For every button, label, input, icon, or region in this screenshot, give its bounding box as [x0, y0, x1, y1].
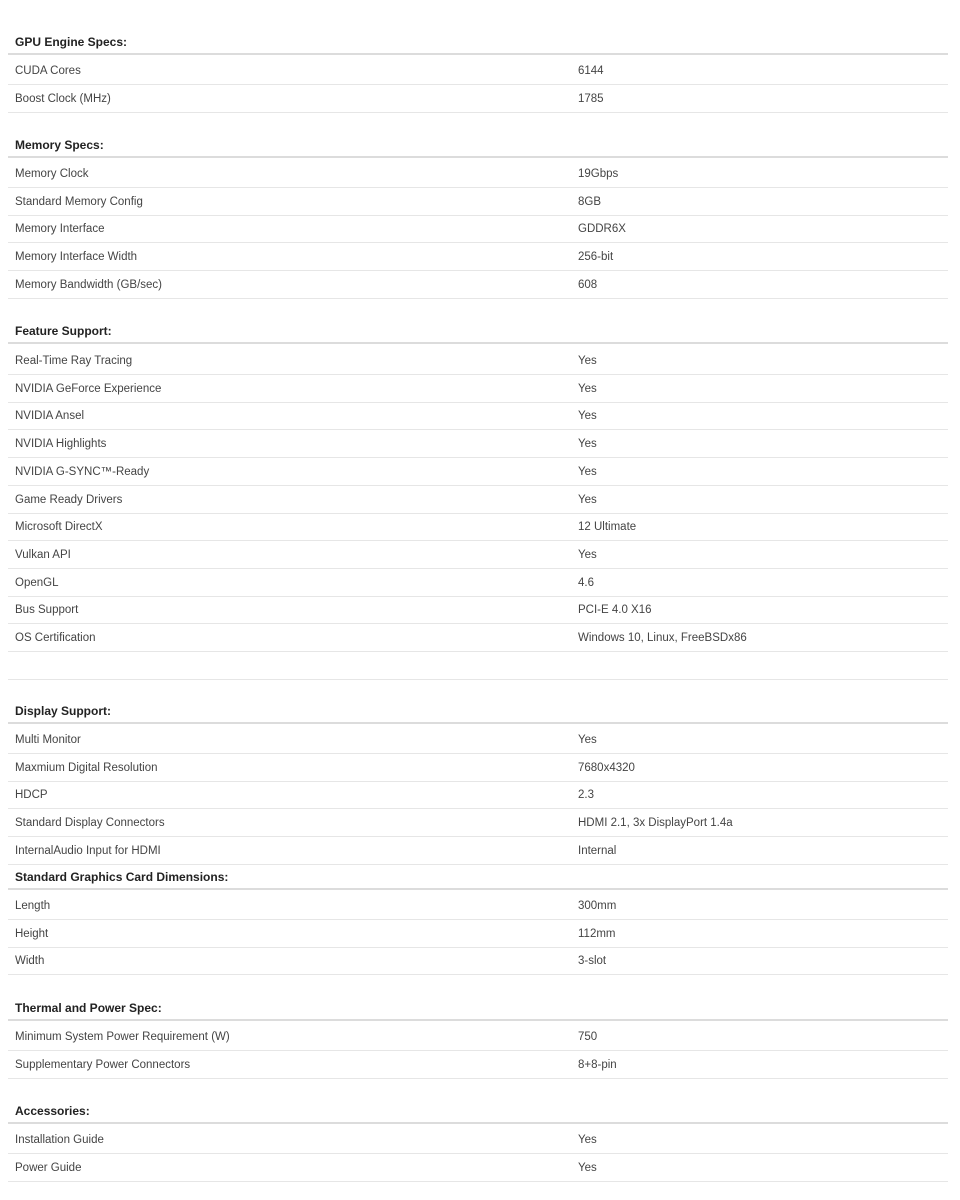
- spec-row: [8, 1126, 948, 1154]
- spec-label: OS Certification: [15, 632, 96, 644]
- section-title-feature-support: Feature Support:: [8, 318, 948, 344]
- spec-row: [8, 271, 948, 299]
- spec-row: [8, 160, 948, 188]
- spec-value: Yes: [578, 548, 597, 561]
- spec-label: Height: [15, 927, 49, 940]
- spec-row: [8, 375, 948, 403]
- spec-value: 6144: [578, 65, 604, 77]
- spec-row: [8, 624, 948, 652]
- section-title-display-support: Display Support:: [8, 698, 948, 724]
- spec-label: Memory Clock: [15, 168, 89, 180]
- spec-label: NVIDIA GeForce Experience: [15, 382, 162, 395]
- spec-value: 4.6: [578, 576, 594, 589]
- spec-value: Windows 10, Linux, FreeBSDx86: [578, 632, 747, 644]
- spec-row: [8, 569, 948, 597]
- spec-row: [8, 541, 948, 569]
- spec-row: [8, 781, 948, 809]
- spec-row: [8, 920, 948, 948]
- spec-value: 7680x4320: [578, 761, 635, 774]
- section-title-accessories: Accessories:: [8, 1098, 948, 1124]
- spec-label: Memory Interface: [15, 223, 105, 236]
- spec-row: [8, 1154, 948, 1182]
- spec-value: HDMI 2.1, 3x DisplayPort 1.4a: [578, 817, 733, 830]
- spec-value: 8+8-pin: [578, 1058, 617, 1071]
- spec-label: Power Guide: [15, 1161, 82, 1174]
- spec-label: HDCP: [15, 789, 48, 802]
- spec-row: [8, 892, 948, 920]
- spec-label: Length: [15, 900, 51, 912]
- spec-row: [8, 726, 948, 754]
- spec-value: PCI-E 4.0 X16: [578, 604, 652, 617]
- spec-value: 300mm: [578, 900, 617, 912]
- spec-value: 2.3: [578, 789, 594, 802]
- section-title-thermal-power-spec: Thermal and Power Spec:: [8, 995, 948, 1021]
- spec-value: Yes: [578, 734, 597, 746]
- spec-row: [8, 57, 948, 85]
- spec-row: [8, 809, 948, 837]
- spec-value: 750: [578, 1031, 598, 1043]
- spec-row: [8, 1051, 948, 1079]
- spec-row: [8, 596, 948, 624]
- spec-label: Bus Support: [15, 604, 79, 617]
- spec-label: Standard Memory Config: [15, 195, 143, 208]
- spec-value: 608: [578, 278, 598, 291]
- spec-value: Yes: [578, 355, 597, 367]
- spec-label: Memory Bandwidth (GB/sec): [15, 278, 162, 291]
- spec-value: 19Gbps: [578, 168, 619, 180]
- spec-value: Yes: [578, 1161, 597, 1174]
- spec-label: Maxmium Digital Resolution: [15, 761, 158, 774]
- spec-label: Standard Display Connectors: [15, 817, 165, 830]
- spec-value: GDDR6X: [578, 223, 626, 236]
- spec-value: Yes: [578, 410, 597, 423]
- spec-row: [8, 1023, 948, 1051]
- spec-value: 12 Ultimate: [578, 521, 637, 534]
- spec-value: 8GB: [578, 195, 602, 208]
- spec-row: [8, 837, 948, 865]
- spec-value: Yes: [578, 493, 597, 506]
- spec-value: 1785: [578, 92, 604, 105]
- section-title-memory-specs: Memory Specs:: [8, 132, 948, 158]
- spec-label: Supplementary Power Connectors: [15, 1058, 191, 1071]
- spec-row: [8, 402, 948, 430]
- spec-label: CUDA Cores: [15, 65, 81, 77]
- spec-label: OpenGL: [15, 576, 59, 589]
- spec-row: [8, 243, 948, 271]
- spec-value: Yes: [578, 382, 597, 395]
- spec-value: 256-bit: [578, 251, 614, 264]
- spec-label: Minimum System Power Requirement (W): [15, 1031, 230, 1043]
- spec-label: Vulkan API: [15, 548, 71, 561]
- spec-row: [8, 347, 948, 375]
- spec-row: [8, 85, 948, 113]
- spec-row: [8, 947, 948, 975]
- spec-label: NVIDIA G-SYNC™-Ready: [15, 465, 150, 478]
- spec-value: 3-slot: [578, 955, 607, 968]
- spec-label: NVIDIA Highlights: [15, 438, 107, 451]
- spec-label: Boost Clock (MHz): [15, 92, 111, 105]
- spec-label: Installation Guide: [15, 1134, 104, 1146]
- spec-label: Real-Time Ray Tracing: [15, 355, 133, 367]
- spec-label: Game Ready Drivers: [15, 493, 123, 506]
- empty-row: [8, 652, 948, 680]
- spec-row: [8, 430, 948, 458]
- spec-row: [8, 486, 948, 514]
- spec-row: [8, 513, 948, 541]
- spec-row: [8, 188, 948, 216]
- spec-row: [8, 458, 948, 486]
- section-title-graphics-card-dimensions: Standard Graphics Card Dimensions:: [8, 864, 948, 890]
- spec-label: Memory Interface Width: [15, 251, 138, 264]
- section-title-gpu-engine-specs: GPU Engine Specs:: [8, 29, 948, 55]
- spec-label: Width: [15, 955, 45, 968]
- spec-value: 112mm: [578, 927, 616, 940]
- spec-value: Yes: [578, 438, 597, 451]
- spec-value: Yes: [578, 465, 597, 478]
- spec-label: Multi Monitor: [15, 734, 81, 746]
- spec-row: [8, 215, 948, 243]
- spec-label: InternalAudio Input for HDMI: [15, 844, 161, 857]
- spec-label: Microsoft DirectX: [15, 521, 103, 534]
- spec-label: NVIDIA Ansel: [15, 410, 85, 423]
- spec-value: Yes: [578, 1134, 597, 1146]
- spec-value: Internal: [578, 844, 617, 857]
- spec-row: [8, 754, 948, 782]
